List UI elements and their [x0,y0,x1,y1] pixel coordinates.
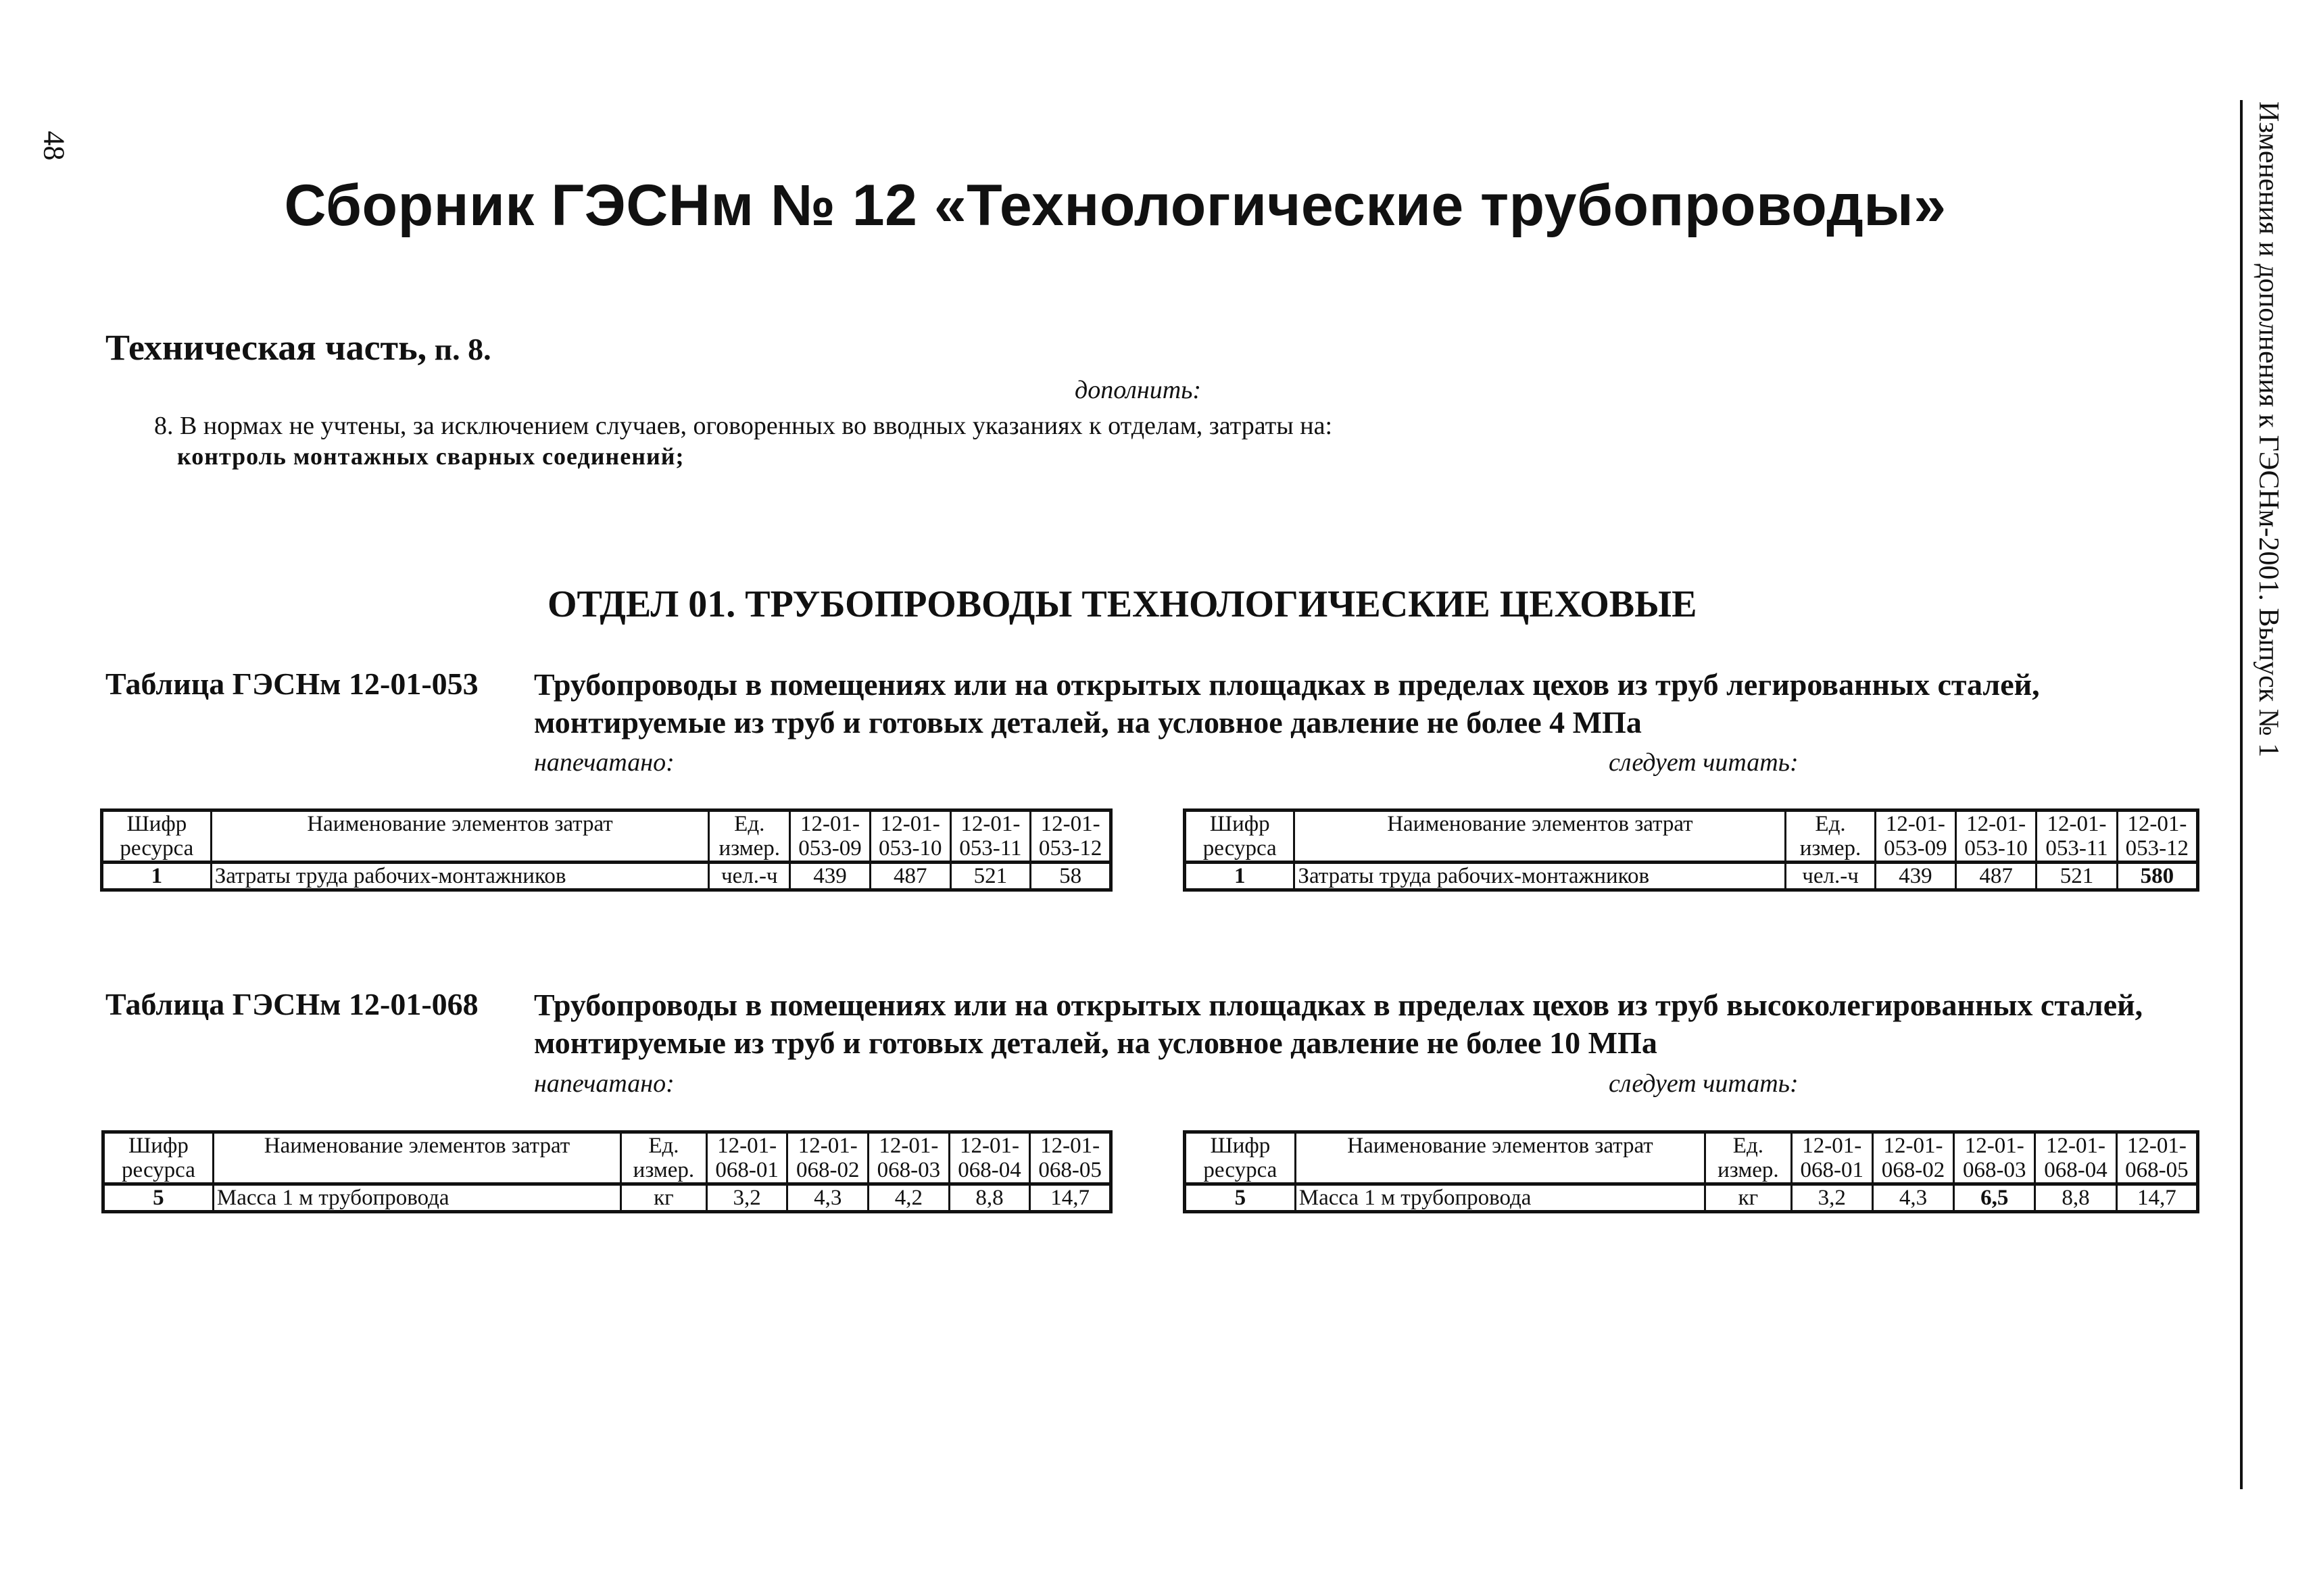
row-value: 521 [2037,863,2117,890]
table-row [102,863,1111,890]
header-unit: Ед. измер. [621,1132,707,1184]
table-row [1185,863,2198,890]
clause-text: 8. В нормах не учтены, за исключением случаев, оговоренных во вводных указаниях к отделам, затраты на: [154,412,1333,440]
header-col: 12-01- 068-04 [949,1132,1030,1184]
row-unit: чел.-ч [709,863,790,890]
row-code: 5 [103,1184,214,1212]
header-unit: Ед. измер. [709,811,790,863]
row-value: 3,2 [1791,1184,1872,1212]
header-col: 12-01- 053-12 [2117,811,2197,863]
row-value: 4,2 [869,1184,950,1212]
running-header-rule [2240,100,2243,1489]
collection-title: Сборник ГЭСНм № 12 «Технологические трубопроводы» [284,173,1947,238]
header-unit: Ед. измер. [1705,1132,1791,1184]
row-value: 4,3 [1872,1184,1953,1212]
tech-part-heading-clause: п. 8. [427,332,491,366]
row-value: 487 [870,863,950,890]
header-col: 12-01- 068-05 [1030,1132,1111,1184]
row-unit: чел.-ч [1786,863,1875,890]
table-2-corrected [1183,1130,2199,1213]
table-2-caption-text: Трубопроводы в помещениях или на открытых площадках в пределах цехов из труб высоколегированных сталей, монтируемые из труб и готовых деталей, на условное давление не более 10 МПа [534,988,2143,1060]
header-col: 12-01- 053-10 [870,811,950,863]
table-row [103,1184,1111,1212]
header-col: 12-01- 053-11 [2037,811,2117,863]
table-1-should-read-label: следует читать: [1609,748,1799,777]
table-header-row [102,811,1111,863]
row-code: 1 [102,863,212,890]
row-name: Масса 1 м трубопровода [213,1184,620,1212]
clause-bold-item: контроль монтажных сварных соединений; [177,443,685,470]
header-name: Наименование элементов затрат [1294,811,1786,863]
table-header-row [103,1132,1111,1184]
row-value-corrected: 6,5 [1954,1184,2035,1212]
row-value-corrected: 580 [2117,863,2197,890]
header-col: 12-01- 068-01 [1791,1132,1872,1184]
table-header-row [1185,811,2198,863]
row-name: Затраты труда рабочих-монтажников [211,863,709,890]
header-code: Шифр ресурса [1185,1132,1296,1184]
header-col: 12-01- 053-10 [1956,811,2037,863]
tech-part-heading-main: Техническая часть, [105,327,427,368]
row-value: 14,7 [1030,1184,1111,1212]
header-col: 12-01- 068-03 [869,1132,950,1184]
table-1-printed [100,808,1113,892]
row-value: 14,7 [2116,1184,2197,1212]
row-name: Масса 1 м трубопровода [1295,1184,1705,1212]
header-name: Наименование элементов затрат [213,1132,620,1184]
header-col: 12-01- 068-03 [1954,1132,2035,1184]
addendum-label: дополнить: [1075,376,1202,404]
row-value: 8,8 [2035,1184,2116,1212]
row-value: 4,3 [787,1184,869,1212]
table-1-corrected [1183,808,2199,892]
row-value: 439 [1875,863,1955,890]
table-2-caption-label: Таблица ГЭСНм 12-01-068 [105,987,479,1021]
header-col: 12-01- 053-09 [790,811,871,863]
header-name: Наименование элементов затрат [211,811,709,863]
row-value: 487 [1956,863,2037,890]
header-col: 12-01- 068-02 [787,1132,869,1184]
row-unit: кг [621,1184,707,1212]
table-1-caption-label: Таблица ГЭСНм 12-01-053 [105,667,479,701]
table-2-printed-label: напечатано: [534,1069,675,1098]
row-unit: кг [1705,1184,1791,1212]
section-title: ОТДЕЛ 01. ТРУБОПРОВОДЫ ТЕХНОЛОГИЧЕСКИЕ ЦЕХОВЫЕ [547,583,1697,625]
header-name: Наименование элементов затрат [1295,1132,1705,1184]
header-col: 12-01- 053-12 [1031,811,1111,863]
header-col: 12-01- 068-04 [2035,1132,2116,1184]
header-col: 12-01- 068-05 [2116,1132,2197,1184]
header-col: 12-01- 068-01 [706,1132,787,1184]
header-code: Шифр ресурса [1185,811,1294,863]
table-1-printed-label: напечатано: [534,748,675,777]
table-1-caption-text: Трубопроводы в помещениях или на открытых площадках в пределах цехов из труб легированных сталей, монтируемые из труб и готовых деталей, на условное давление не более 4 МПа [534,667,2040,740]
row-code: 5 [1185,1184,1296,1212]
page-number: 48 [37,130,71,161]
header-code: Шифр ресурса [103,1132,214,1184]
header-col: 12-01- 053-11 [950,811,1031,863]
row-name: Затраты труда рабочих-монтажников [1294,863,1786,890]
row-value: 521 [950,863,1031,890]
header-col: 12-01- 053-09 [1875,811,1955,863]
header-code: Шифр ресурса [102,811,212,863]
table-row [1185,1184,2198,1212]
row-value: 8,8 [949,1184,1030,1212]
header-col: 12-01- 068-02 [1872,1132,1953,1184]
header-unit: Ед. измер. [1786,811,1875,863]
table-header-row [1185,1132,2198,1184]
row-value: 58 [1031,863,1111,890]
row-value: 3,2 [706,1184,787,1212]
row-value: 439 [790,863,871,890]
running-header: Изменения и дополнения к ГЭСНм-2001. Выпуск № 1 [2253,101,2284,758]
tech-part-heading [105,327,491,368]
table-2-printed [101,1130,1113,1213]
table-2-should-read-label: следует читать: [1609,1069,1799,1098]
row-code: 1 [1185,863,1294,890]
